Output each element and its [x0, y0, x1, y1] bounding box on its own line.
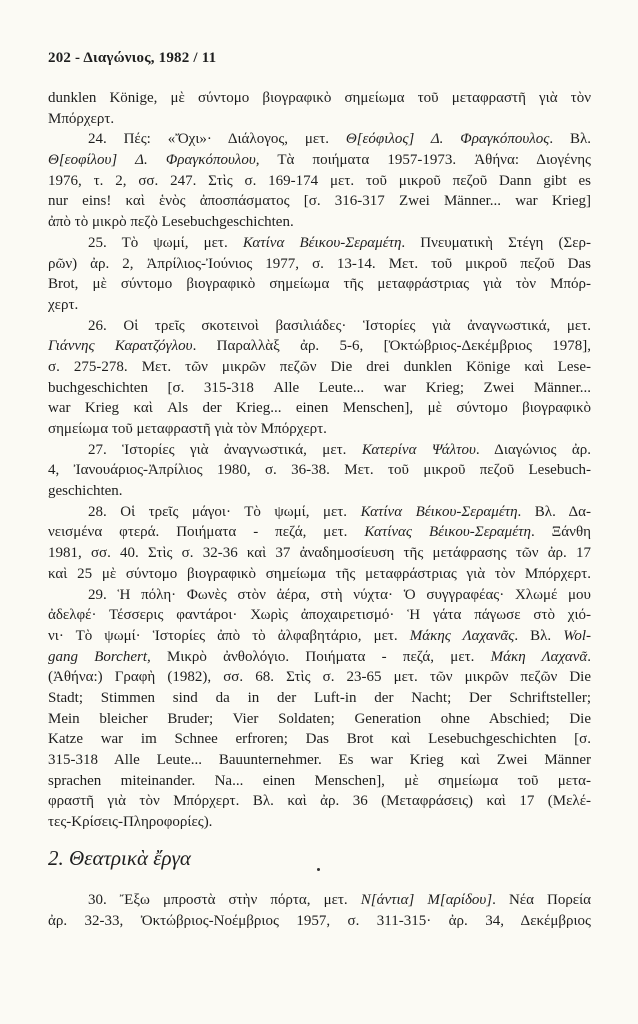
- text: 30. Ἔξω μπροστὰ στὴν πόρτα, μετ.: [88, 892, 361, 908]
- text: dunklen Könige, μὲ σύντομο βιογραφικὸ σημείωμα τοῦ μεταφραστῆ γιὰ τὸν: [48, 90, 591, 106]
- print-speck: [317, 868, 320, 871]
- text: Stadt; Stimmen sind da in der Luft-in der Nacht; Der Schriftsteller;: [48, 689, 591, 706]
- text: Μπόρχερτ.: [48, 110, 115, 127]
- text: . Ξάνθη: [530, 524, 591, 541]
- section-body: [48, 890, 591, 931]
- text-line: [48, 419, 591, 440]
- text: ἀρ. 32-33, Ὀκτώβριος-Νοέμβριος 1957, σ. 311-315· ἀρ. 34, Δεκέμβριος: [48, 912, 591, 929]
- italic-text: Wol-: [563, 627, 592, 644]
- text-line: [48, 171, 591, 192]
- italic-text: Μάκης Λαχανᾶς: [409, 627, 515, 644]
- italic-text: Μάκη Λαχανᾶ: [490, 648, 588, 665]
- text: 1981, σσ. 40. Στὶς σ. 32-36 καὶ 37 ἀναδημοσίευση τῆς μετάφρασης τῶν ἀρ. 17: [48, 545, 591, 562]
- text-line: [48, 791, 591, 812]
- text-line: [48, 191, 591, 212]
- text: ἀπὸ τὸ μικρὸ πεζὸ Lesebuchgeschichten.: [48, 214, 294, 231]
- italic-text: Θ[εόφιλος] Δ. Φραγκόπουλος: [345, 131, 550, 148]
- text: 24. Πές: «Ὄχι»· Διάλογος, μετ.: [88, 131, 346, 148]
- text: geschichten.: [48, 483, 123, 500]
- text-line: [48, 274, 591, 295]
- text-line: [48, 771, 591, 792]
- text-line: [48, 626, 591, 647]
- running-head: 202 - Διαγώνιος, 1982 / 11: [48, 50, 217, 66]
- text-line: [48, 585, 591, 606]
- text-line: [48, 750, 591, 771]
- text-line: [48, 398, 591, 419]
- italic-text: Γιάννης Καρατζόγλου: [48, 338, 193, 355]
- text: . Βλ. Δα-: [517, 503, 591, 520]
- text-line: [48, 543, 591, 564]
- italic-text: Κατίνα Βέικου-Σεραμέτη: [242, 234, 402, 251]
- text-line: [48, 150, 591, 171]
- text-line: [48, 502, 591, 523]
- text: 315-318 Alle Leute... Bauunternehmer. Es war Krieg καὶ Zwei Männer: [48, 752, 591, 768]
- text: 28. Οἱ τρεῖς μάγοι· Τὸ ψωμί, μετ.: [88, 503, 361, 520]
- text-line: [48, 911, 591, 932]
- text-line: [48, 688, 591, 709]
- text: Τὰ ποιήματα 1957-1973. Ἀθήνα: Διογένης: [259, 152, 591, 169]
- text-line: [48, 667, 591, 688]
- text: Brot, μὲ σύντομο βιογραφικὸ σημείωμα τῆς μεταφράστριας γιὰ τὸν Μπόρ-: [48, 276, 591, 293]
- text-line: [48, 378, 591, 399]
- text-line: [48, 295, 591, 316]
- text-line: [48, 564, 591, 585]
- text: nur eins! καὶ ἑνὸς ἀποσπάσματος [σ. 316-317 Zwei Männer... war Krieg]: [48, 193, 591, 210]
- text-line: [48, 460, 591, 481]
- text: war Krieg καὶ Als der Krieg... einen Menschen], μὲ σύντομο βιογραφικὸ: [48, 400, 591, 417]
- italic-text: Κατίνας Βέικου-Σεραμέτη: [364, 524, 531, 541]
- text-line: [48, 336, 591, 357]
- text: 26. Οἱ τρεῖς σκοτεινοὶ βασιλιάδες· Ἱστορίες γιὰ ἀναγνωστικά, μετ.: [88, 317, 591, 334]
- text: 4, Ἰανουάριος-Ἀπρίλιος 1980, σ. 36-38. Μετ. τοῦ μικροῦ πεζοῦ Lesebuch-: [48, 462, 591, 479]
- text: τες-Κρίσεις-Πληροφορίες).: [48, 814, 213, 831]
- text-line: [48, 522, 591, 543]
- text-line: [48, 709, 591, 730]
- text: (Ἀθήνα:) Γραφὴ (1982), σσ. 68. Στὶς σ. 23-65 μετ. τῶν μικρῶν πεζῶν Die: [48, 669, 591, 686]
- text: Katze war im Schnee erfroren; Das Brot καὶ Lesebuchgeschichten [σ.: [48, 731, 591, 748]
- text-line: [48, 316, 591, 337]
- text-line: [48, 729, 591, 750]
- text: φραστῆ γιὰ τὸν Μπόρχερτ. Βλ. καὶ ἀρ. 36 (Μεταφράσεις) καὶ 17 (Μελέ-: [48, 793, 591, 810]
- text: Μικρὸ ἀνθολόγιο. Ποιήματα - πεζά, μετ.: [150, 648, 491, 665]
- text: νι· Τὸ ψωμί· Ἱστορίες ἀπὸ τὸ ἀλφαβητάριο, μετ.: [48, 627, 410, 644]
- text-line: [48, 890, 591, 911]
- text: χερτ.: [48, 296, 79, 313]
- text-line: [48, 109, 591, 130]
- text-line: [48, 212, 591, 233]
- italic-text: Ν[άντια] Μ[αρίδου]: [360, 892, 493, 908]
- text-line: [48, 440, 591, 461]
- section-heading: 2. Θεατρικὰ ἔργα: [48, 846, 191, 870]
- italic-text: Κατίνα Βέικου-Σεραμέτη: [360, 503, 518, 520]
- text: σ. 275-278. Μετ. τῶν μικρῶν πεζῶν Die drei dunklen Könige καὶ Lese-: [48, 358, 591, 375]
- text: .: [587, 648, 591, 665]
- text: 25. Τὸ ψωμί, μετ.: [88, 234, 243, 251]
- text: 27. Ἱστορίες γιὰ ἀναγνωστικά, μετ.: [88, 441, 362, 458]
- text: . Παραλλὰξ ἀρ. 5-6, [Ὀκτώβριος-Δεκέμβριος 1978],: [192, 338, 591, 355]
- bibliography-body: [48, 88, 591, 833]
- text: ἀδελφέ· Τέσσερις φαντάροι· Χωρὶς ἀποχαιρετισμό· Ἡ γάτα πάγωσε στὸ χιό-: [48, 607, 591, 624]
- text: καὶ 25 μὲ σύντομο βιογραφικὸ σημείωμα τῆς μεταφράστριας γιὰ τὸν Μπόρχερτ.: [48, 565, 591, 582]
- text: . Πνευματικὴ Στέγη (Σερ-: [401, 234, 591, 251]
- text: buchgeschichten [σ. 315-318 Alle Leute... war Krieg; Zwei Männer...: [48, 379, 591, 396]
- text-line: [48, 129, 591, 150]
- text: Mein bleicher Bruder; Vier Soldaten; Generation ohne Abschied; Die: [48, 710, 591, 727]
- text: . Διαγώνιος ἀρ.: [475, 441, 591, 458]
- text: . Νέα Πορεία: [492, 892, 591, 908]
- text-line: [48, 233, 591, 254]
- text-line: [48, 647, 591, 668]
- italic-text: Κατερίνα Ψάλτου: [361, 441, 476, 458]
- text: 1976, τ. 2, σσ. 247. Στὶς σ. 169-174 μετ. τοῦ μικροῦ πεζοῦ Dann gibt es: [48, 172, 591, 189]
- text: . Βλ.: [549, 131, 592, 148]
- text-line: [48, 812, 591, 833]
- text: 29. Ἡ πόλη· Φωνὲς στὸν ἀέρα, στὴ νύχτα· Ὁ συγγραφέας· Χλωμέ μου: [88, 586, 591, 603]
- text-line: [48, 357, 591, 378]
- text: σημείωμα τοῦ μεταφραστῆ γιὰ τὸν Μπόρχερτ.: [48, 421, 327, 437]
- text: sprachen miteinander. Na... einen Menschen], μὲ σημείωμα τοῦ μετα-: [48, 772, 591, 789]
- text-line: [48, 605, 591, 626]
- text: νεισμένα φτερά. Ποιήματα - πεζά, μετ.: [48, 524, 365, 541]
- text-line: [48, 481, 591, 502]
- italic-text: gang Borchert,: [48, 648, 151, 665]
- text-line: [48, 88, 591, 109]
- text: . Βλ.: [514, 627, 564, 644]
- italic-text: Θ[εοφίλου] Δ. Φραγκόπουλου,: [48, 152, 260, 169]
- text-line: [48, 254, 591, 275]
- text: ρῶν) ἀρ. 2, Ἀπρίλιος-Ἰούνιος 1977, σ. 13-14. Μετ. τοῦ μικροῦ πεζοῦ Das: [48, 255, 591, 272]
